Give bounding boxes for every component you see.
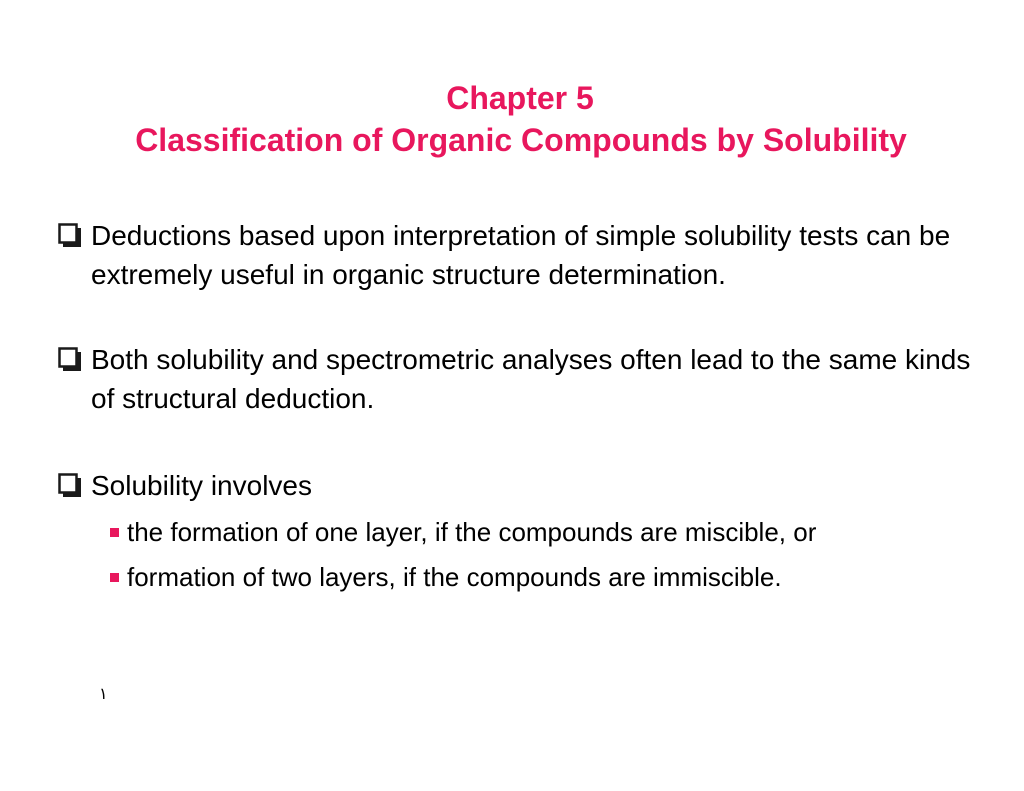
bullet-item-analyses: [58, 340, 978, 418]
chapter-subtitle: Classification of Organic Compounds by Solubility: [135, 122, 907, 158]
red-square-bullet-icon: [110, 573, 119, 582]
bullet-text: Both solubility and spectrometric analyses often lead to the same kinds of structural deduction.: [91, 344, 971, 414]
sub-bullet-text: formation of two layers, if the compounds are immiscible.: [127, 562, 782, 592]
bullet-item-deductions: [58, 216, 978, 294]
red-square-bullet-icon: [110, 528, 119, 537]
bullet-text: Solubility involves: [91, 470, 312, 501]
sub-bullet-item-one-layer: [110, 514, 1000, 550]
hollow-box-bullet-icon: [58, 473, 82, 498]
page-number: ١: [99, 684, 108, 703]
bullet-text: Deductions based upon interpretation of simple solubility tests can be extremely useful in organic structure determination.: [91, 220, 951, 290]
sub-bullet-text: the formation of one layer, if the compounds are miscible, or: [127, 517, 817, 547]
sub-bullet-item-two-layers: [110, 559, 1000, 595]
chapter-title: Chapter 5: [446, 80, 594, 116]
hollow-box-bullet-icon: [58, 347, 82, 372]
bullet-item-solubility: [58, 466, 978, 505]
hollow-box-bullet-icon: [58, 223, 82, 248]
